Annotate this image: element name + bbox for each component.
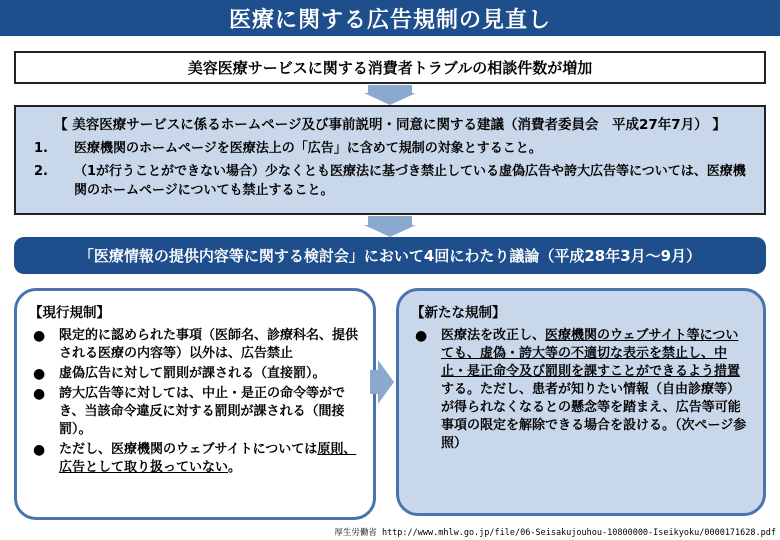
bullet-text: 虚偽広告に対して罰則が課される（直接罰）。 bbox=[59, 366, 326, 381]
bullet-text-pre: 医療法を改正し、 bbox=[441, 328, 546, 343]
new-regulation-heading: 【新たな規制】 bbox=[411, 305, 506, 321]
item-number: 1. bbox=[34, 141, 48, 156]
arrow-right-icon bbox=[378, 360, 394, 404]
arrow-down-1-icon bbox=[364, 93, 416, 105]
consumer-trouble-box bbox=[14, 51, 766, 84]
bullet-icon: ● bbox=[33, 386, 46, 402]
review-meeting-text: 「医療情報の提供内容等に関する検討会」において4回にわたり議論（平成28年3月～9月） bbox=[78, 247, 702, 265]
list-item bbox=[26, 162, 754, 200]
bullet-icon: ● bbox=[33, 442, 46, 458]
bullet-text-pre: ただし、医療機関のウェブサイトについては bbox=[59, 442, 318, 457]
recommendation-box bbox=[14, 105, 766, 215]
current-regulation-panel bbox=[14, 288, 376, 520]
list-item bbox=[29, 385, 361, 439]
page-title: 医療に関する広告規制の見直し bbox=[228, 7, 551, 33]
item-number: 2. bbox=[34, 164, 48, 179]
bullet-icon: ● bbox=[33, 366, 46, 382]
recommendation-list bbox=[26, 139, 754, 200]
list-item bbox=[26, 139, 754, 158]
new-regulation-list bbox=[411, 327, 751, 453]
bullet-text-post: 。 bbox=[228, 460, 242, 475]
list-item bbox=[29, 327, 361, 363]
bullet-icon: ● bbox=[33, 328, 46, 344]
new-regulation-panel bbox=[396, 288, 766, 516]
arrow-down-2-stem bbox=[368, 216, 412, 225]
item-text: 医療機関のホームページを医療法上の「広告」に含めて規制の対象とすること。 bbox=[74, 141, 542, 156]
bullet-text-underlined: 医療機関のウェブサイト等についても、虚偽・誇大等の不適切な表示を禁止し、中止・是正命令及び罰則を課すことができるよう措置 bbox=[441, 328, 741, 379]
item-text: （1が行うことができない場合）少なくとも医療法に基づき禁止している虚偽広告や誇大広告等については、医療機関のホームページについても禁止すること。 bbox=[74, 164, 746, 198]
bullet-text-underlined: 原則、広告として取り扱っていない bbox=[59, 442, 357, 475]
source-citation: 厚生労働省 http://www.mhlw.go.jp/file/06-Seisakujouhou-10800000-Iseikyoku/0000171628.pdf bbox=[334, 528, 776, 538]
current-regulation-list bbox=[29, 327, 361, 477]
arrow-down-2-icon bbox=[364, 225, 416, 237]
recommendation-title: 【 美容医療サービスに係るホームページ及び事前説明・同意に関する建議（消費者委員会 平成27年7月） 】 bbox=[54, 117, 726, 133]
review-meeting-banner bbox=[14, 237, 766, 274]
list-item bbox=[29, 365, 361, 383]
bullet-text: 限定的に認められた事項（医師名、診療科名、提供される医療の内容等）以外は、広告禁止 bbox=[59, 328, 359, 361]
list-item bbox=[411, 327, 751, 453]
bullet-text-post: する。ただし、患者が知りたい情報（自由診療等）が得られなくなるとの懸念等を踏まえ、広告等可能事項の限定を解除できる場合を設ける。（次ページ参照） bbox=[441, 382, 747, 451]
current-regulation-heading: 【現行規制】 bbox=[29, 305, 110, 321]
title-bar bbox=[0, 0, 780, 36]
bullet-text bbox=[59, 441, 361, 477]
consumer-trouble-text: 美容医療サービスに関する消費者トラブルの相談件数が増加 bbox=[187, 59, 593, 77]
list-item bbox=[29, 441, 361, 477]
bullet-text: 誇大広告等に対しては、中止・是正の命令等ができ、当該命令違反に対する罰則が課される（間接罰）。 bbox=[59, 386, 346, 437]
bullet-text bbox=[441, 327, 751, 453]
bullet-icon: ● bbox=[415, 328, 428, 344]
arrow-down-1-stem bbox=[368, 85, 412, 93]
